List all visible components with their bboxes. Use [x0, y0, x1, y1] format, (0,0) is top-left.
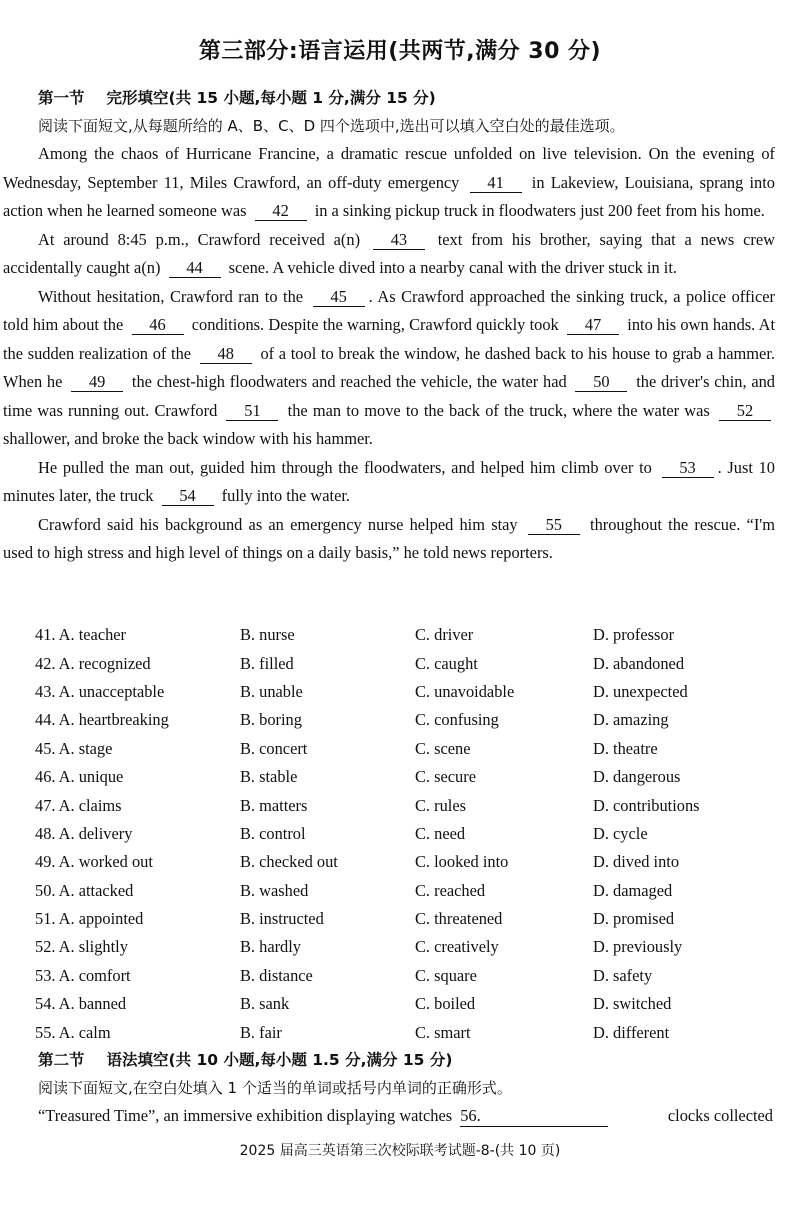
option-choice: D. dangerous	[593, 767, 681, 787]
grammar-text-before: “Treasured Time”, an immersive exhibition displaying watches	[38, 1106, 453, 1125]
passage-paragraph	[3, 140, 775, 226]
option-choice: C. unavoidable	[415, 681, 515, 701]
option-choice: B. distance	[240, 965, 313, 985]
blank-number: 56.	[460, 1106, 481, 1125]
option-choice: C. threatened	[415, 909, 503, 929]
option-choice: 52. A. slightly	[35, 937, 128, 957]
blank-45: 45	[313, 288, 365, 307]
option-choice: 53. A. comfort	[35, 965, 131, 985]
option-choice: C. secure	[415, 767, 476, 787]
passage-paragraph	[3, 511, 775, 568]
blank-51: 51	[226, 402, 278, 421]
option-choice: 48. A. delivery	[35, 823, 133, 843]
blank-56	[460, 1106, 608, 1127]
option-choice: B. sank	[240, 994, 290, 1014]
section1-title: 完形填空(共 15 小题,每小题 1 分,满分 15 分)	[106, 89, 436, 107]
passage-text: conditions. Despite the warning, Crawford quickly took	[187, 315, 564, 334]
option-choice: B. boring	[240, 710, 302, 730]
passage-text: into his own hands. At the sudden realization of the	[3, 315, 776, 363]
option-choice: 54. A. banned	[35, 994, 127, 1014]
blank-44: 44	[169, 259, 221, 278]
blank-55: 55	[528, 516, 580, 535]
option-row	[35, 990, 793, 1018]
part-title: 第三部分:语言运用(共两节,满分 30 分)	[198, 39, 602, 64]
option-choice: D. damaged	[593, 880, 673, 900]
option-choice: D. different	[593, 1022, 670, 1042]
option-choice: 46. A. unique	[35, 767, 124, 787]
option-choice: B. nurse	[240, 625, 295, 645]
option-choice: 44. A. heartbreaking	[35, 710, 169, 730]
passage-text: the man to move to the back of the truck, where the water was	[282, 400, 715, 420]
passage-text: in Lakeview, Louisiana, sprang into action when he learned someone was	[3, 172, 775, 220]
passage-text: At around 8:45 p.m., Crawford received a(n)	[38, 229, 369, 249]
section1-label: 第一节	[38, 89, 85, 107]
passage-text: text from his brother, saying that a news crew accidentally caught a(n)	[3, 229, 775, 277]
passage-paragraph	[3, 226, 775, 283]
option-choice: D. previously	[593, 937, 683, 957]
passage-text: throughout the rescue. “I'm used to high stress and high level of things on a daily basis,” he told news reporters.	[3, 514, 775, 562]
option-choice: C. confusing	[415, 710, 499, 730]
options-table	[35, 621, 793, 1047]
option-choice: B. hardly	[240, 937, 302, 957]
option-choice: B. stable	[240, 767, 298, 787]
cloze-passage	[3, 140, 775, 568]
option-choice: B. checked out	[240, 852, 338, 872]
section2-label: 第二节	[38, 1051, 85, 1069]
option-choice: C. looked into	[415, 852, 509, 872]
option-row	[35, 877, 793, 905]
option-choice: 49. A. worked out	[35, 852, 153, 872]
option-choice: C. scene	[415, 738, 471, 758]
blank-54: 54	[162, 487, 214, 506]
passage-text: He pulled the man out, guided him through the floodwaters, and helped him climb over to	[38, 457, 658, 477]
option-choice: D. abandoned	[593, 653, 685, 673]
option-row	[35, 905, 793, 933]
option-choice: B. fair	[240, 1022, 282, 1042]
blank-42: 42	[255, 202, 307, 221]
passage-text: . Just 10 minutes later, the truck	[3, 457, 775, 505]
section1-heading	[38, 86, 436, 108]
passage-paragraph	[3, 283, 775, 454]
option-choice: D. promised	[593, 909, 675, 929]
option-choice: B. unable	[240, 681, 303, 701]
option-choice: C. rules	[415, 795, 466, 815]
option-choice: C. smart	[415, 1022, 471, 1042]
option-row	[35, 678, 793, 706]
passage-text: Crawford said his background as an emergency nurse helped him stay	[38, 514, 524, 534]
option-row	[35, 763, 793, 791]
passage-text: Among the chaos of Hurricane Francine, a dramatic rescue unfolded on live television. On the evening of Wednesday, September 11, Miles Crawford, an off-duty emergency	[3, 144, 775, 192]
option-row	[35, 649, 793, 677]
blank-47: 47	[567, 316, 619, 335]
option-choice: C. caught	[415, 653, 478, 673]
option-row	[35, 962, 793, 990]
option-choice: B. washed	[240, 880, 309, 900]
option-choice: B. instructed	[240, 909, 324, 929]
option-row	[35, 621, 793, 649]
option-row	[35, 848, 793, 876]
blank-46: 46	[132, 316, 184, 335]
option-choice: C. need	[415, 823, 466, 843]
option-choice: 42. A. recognized	[35, 653, 151, 673]
option-choice: C. driver	[415, 625, 474, 645]
option-row	[35, 706, 793, 734]
section2-heading	[38, 1048, 452, 1070]
blank-48: 48	[200, 345, 252, 364]
option-choice: C. creatively	[415, 937, 499, 957]
grammar-text-after: clocks collected	[667, 1106, 773, 1125]
option-choice: C. square	[415, 965, 477, 985]
option-choice: 50. A. attacked	[35, 880, 134, 900]
option-choice: 43. A. unacceptable	[35, 681, 165, 701]
passage-text: in a sinking pickup truck in floodwaters just 200 feet from his home.	[310, 201, 765, 220]
option-choice: D. cycle	[593, 823, 648, 843]
option-row	[35, 1018, 793, 1046]
option-choice: 45. A. stage	[35, 738, 113, 758]
option-choice: 55. A. calm	[35, 1022, 111, 1042]
section1-instruction: 阅读下面短文,从每题所给的 A、B、C、D 四个选项中,选出可以填入空白处的最佳选项。	[38, 117, 625, 135]
passage-text: shallower, and broke the back window with his hammer.	[3, 429, 373, 448]
option-row	[35, 820, 793, 848]
option-choice: D. unexpected	[593, 681, 688, 701]
option-choice: B. filled	[240, 653, 294, 673]
option-choice: D. contributions	[593, 795, 700, 815]
option-choice: C. boiled	[415, 994, 476, 1014]
option-row	[35, 791, 793, 819]
option-row	[35, 735, 793, 763]
option-choice: D. professor	[593, 625, 675, 645]
passage-text: the chest-high floodwaters and reached the vehicle, the water had	[127, 372, 572, 391]
passage-text: the driver's chin, and time was running out. Crawford	[3, 372, 775, 420]
passage-text: fully into the water.	[217, 486, 351, 505]
option-choice: D. amazing	[593, 710, 669, 730]
passage-text: . As Crawford approached the sinking truck, a police officer told him about the	[3, 286, 775, 334]
option-choice: B. concert	[240, 738, 308, 758]
option-choice: 51. A. appointed	[35, 909, 144, 929]
option-choice: D. theatre	[593, 738, 658, 758]
blank-53: 53	[662, 459, 714, 478]
blank-41: 41	[470, 174, 522, 193]
grammar-passage	[38, 1106, 773, 1127]
blank-52: 52	[719, 402, 771, 421]
passage-text: Without hesitation, Crawford ran to the	[38, 286, 309, 306]
option-choice: B. matters	[240, 795, 308, 815]
blank-49: 49	[71, 373, 123, 392]
blank-50: 50	[575, 373, 627, 392]
blank-43: 43	[373, 231, 425, 250]
passage-text: scene. A vehicle dived into a nearby canal with the driver stuck in it.	[224, 258, 677, 277]
passage-paragraph	[3, 454, 775, 511]
option-choice: 47. A. claims	[35, 795, 122, 815]
option-choice: 41. A. teacher	[35, 625, 127, 645]
option-choice: D. switched	[593, 994, 672, 1014]
page-footer: 2025 届高三英语第三次校际联考试题-8-(共 10 页)	[239, 1143, 561, 1159]
option-choice: D. dived into	[593, 852, 680, 872]
option-choice: B. control	[240, 823, 306, 843]
section2-title: 语法填空(共 10 小题,每小题 1.5 分,满分 15 分)	[106, 1051, 453, 1069]
option-choice: D. safety	[593, 965, 653, 985]
passage-text: of a tool to break the window, he dashed back to his house to grab a hammer. When he	[3, 343, 775, 391]
section2-instruction: 阅读下面短文,在空白处填入 1 个适当的单词或括号内单词的正确形式。	[38, 1079, 512, 1097]
option-choice: C. reached	[415, 880, 486, 900]
option-row	[35, 933, 793, 961]
